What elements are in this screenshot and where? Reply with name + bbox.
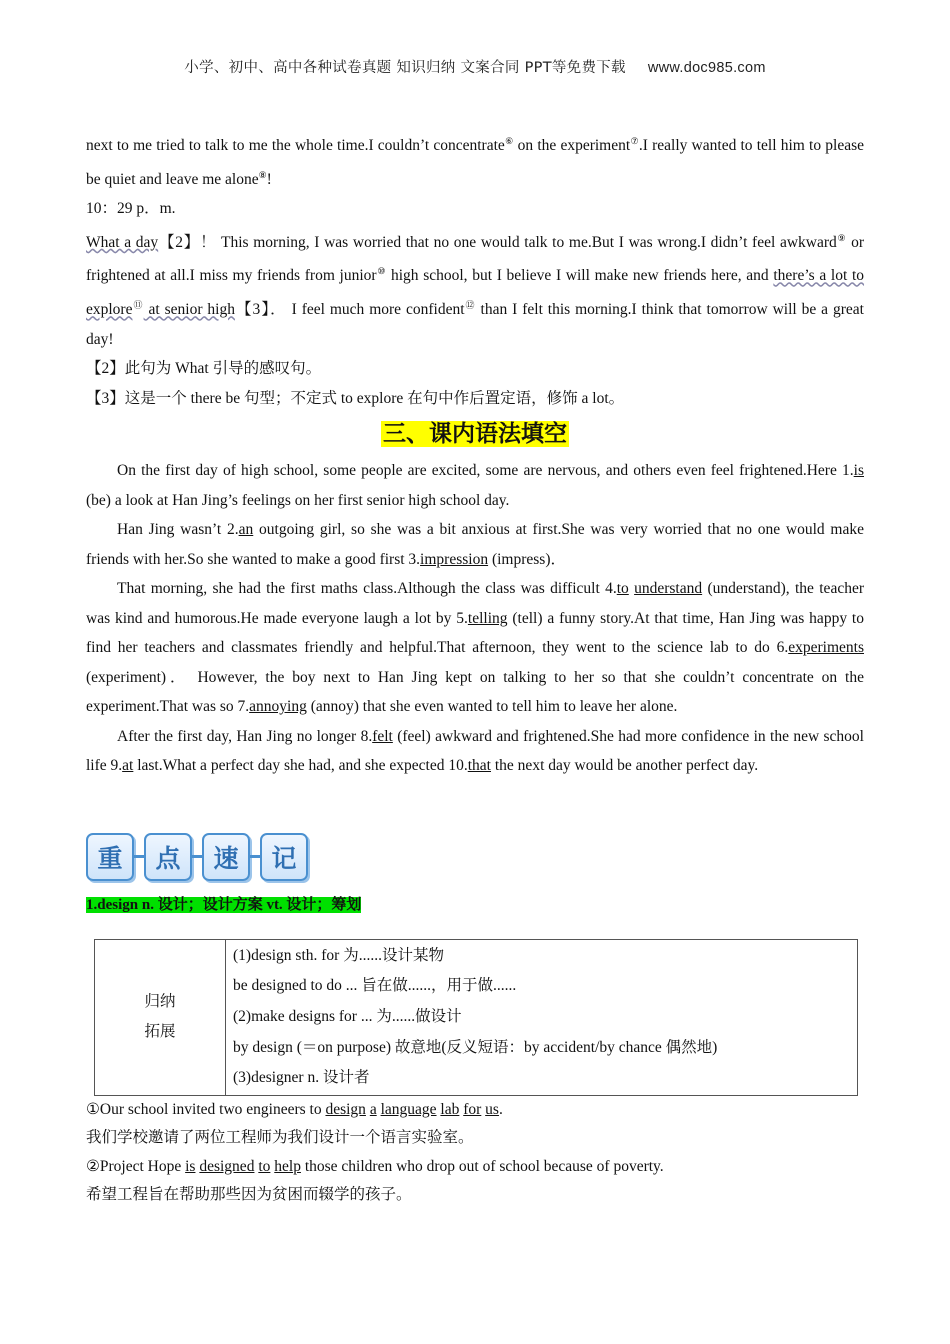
cloze-paragraph-4: After the first day, Han Jing no longer 8.felt (feel) awkward and frightened.She had more confidence in the new school life 9.at last.What a perfect day she had, and she expected 10.that the next day would be another perfect day.	[86, 727, 864, 775]
note-3: 【3】这是一个 there be 句型；不定式 to explore 在句中作后置定语，修饰 a lot。	[86, 389, 625, 407]
badge-tile-3: 速	[202, 833, 250, 881]
table-body-cell	[226, 939, 858, 1095]
table-row: (2)make designs for ... 为......做设计	[233, 1007, 462, 1025]
page-header	[0, 56, 950, 77]
diary-time: 10：29 p．m.	[86, 200, 176, 218]
cloze-paragraph-1: On the first day of high school, some people are excited, some are nervous, and others even feel frightened.Here 1.is (be) a look at Han Jing’s feelings on her first senior high school day.	[86, 462, 864, 509]
example-2-translation: 希望工程旨在帮助那些因为贫困而辍学的孩子。	[86, 1186, 412, 1204]
badge-tile-4: 记	[260, 833, 308, 881]
header-site-link[interactable]: www.doc985.com	[647, 60, 766, 76]
section-title: 三、课内语法填空	[383, 421, 567, 448]
table-row: by design (＝on purpose) 故意地(反义短语：by accident/by chance 偶然地)	[233, 1038, 718, 1056]
expansion-table	[94, 939, 858, 1096]
table-row: (3)designer n. 设计者	[233, 1069, 370, 1087]
page-content	[86, 127, 864, 1210]
badge-connector	[134, 855, 144, 858]
badge-connector	[192, 855, 202, 858]
example-2: ②Project Hope is designed to help those children who drop out of school because of poverty.	[86, 1157, 664, 1175]
key-points-badge	[86, 829, 864, 885]
cloze-paragraph-2: Han Jing wasn’t 2.an outgoing girl, so she was a bit anxious at first.She was very worried that no one would make friends with her.So she wanted to make a good first 3.impression (impress)．	[86, 521, 864, 568]
badge-tile-1: 重	[86, 833, 134, 881]
badge-connector	[250, 855, 260, 858]
point-heading: 1.design n. 设计；设计方案 vt. 设计；筹划	[86, 896, 362, 913]
table-row: (1)design sth. for 为......设计某物	[233, 946, 444, 964]
table-row: be designed to do ... 旨在做......，用于做......	[233, 977, 517, 995]
diary-paragraph: What a day【2】！ This morning, I was worried that no one would talk to me.But I was wrong.I didn’t feel awkward⑨ or frightened at all.I miss my friends from junior⑩ high school, but I believe I will make new friends here, and there’s a lot to explore⑪ at senior high【3】． I feel much more confident⑫ than I felt this morning.I think that tomorrow will be a great day!	[86, 232, 865, 348]
table-label-cell: 归纳 拓展	[95, 939, 226, 1095]
cloze-paragraph-3: That morning, she had the first maths class.Although the class was difficult 4.to understand (understand), the teacher was kind and humorous.He made everyone laugh a lot by 5.telling (tell) a funny story.At that time, Han Jing was happy to find her teachers and classmates friendly and helpful.That afternoon, they went to the science lab to do 6.experiments (experiment)． However, the boy next to Han Jing kept on talking to her so that she couldn’t concentrate on the experiment.That was so 7.annoying (annoy) that she even wanted to tell him to leave her alone.	[86, 580, 864, 716]
note-2: 【2】此句为 What 引导的感叹句。	[86, 360, 322, 378]
example-1-translation: 我们学校邀请了两位工程师为我们设计一个语言实验室。	[86, 1129, 474, 1147]
badge-tile-2: 点	[144, 833, 192, 881]
header-text: 小学、初中、高中各种试卷真题 知识归纳 文案合同 PPT等免费下载	[184, 60, 626, 76]
intro-paragraph: next to me tried to talk to me the whole time.I couldn’t concentrate⑥ on the experiment⑦.I really wanted to tell him to please be quiet and leave me alone⑧!	[86, 136, 864, 188]
example-1: ①Our school invited two engineers to design a language lab for us.	[86, 1100, 503, 1118]
